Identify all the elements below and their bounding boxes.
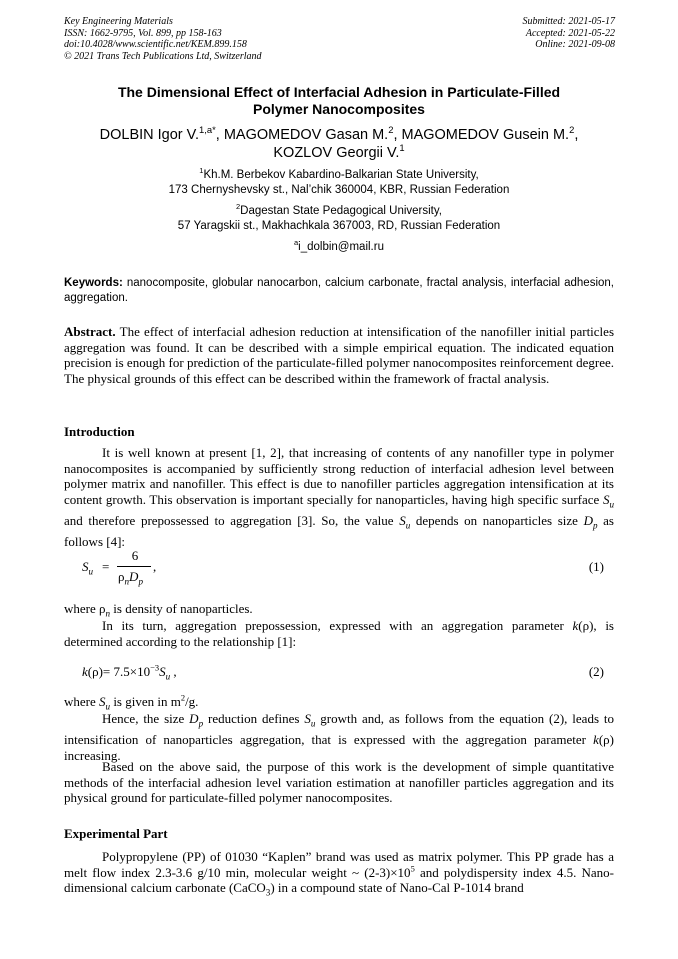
accepted-date: Accepted: 2021-05-22 bbox=[525, 27, 615, 39]
intro-p3-text-d: (ρ) increasing. bbox=[64, 732, 614, 763]
keywords-label: Keywords: bbox=[64, 277, 123, 289]
intro-p1-text-d: as follows [4]: bbox=[64, 512, 614, 550]
affiliation-2 bbox=[64, 204, 614, 234]
var-D: D bbox=[189, 711, 199, 726]
author-3-comma: , bbox=[574, 127, 579, 143]
paper-title bbox=[64, 84, 614, 118]
journal-name: Key Engineering Materials bbox=[64, 16, 173, 27]
affiliation-1-sup: 1 bbox=[199, 166, 204, 176]
intro-paragraph-2 bbox=[64, 618, 614, 649]
introduction-heading: Introduction bbox=[64, 424, 135, 439]
var-k: k bbox=[593, 732, 599, 748]
corresponding-email bbox=[64, 240, 614, 255]
author-4: KOZLOV Georgii V. bbox=[273, 145, 400, 161]
intro-p2-text-a: In its turn, aggregation prepossession, expressed with an aggregation parameter bbox=[102, 618, 573, 633]
var-S: S bbox=[99, 694, 106, 709]
submitted-date: Submitted: 2021-05-17 bbox=[522, 16, 615, 27]
exp-p1-text-c: ) in a compound state of Nano-Cal P-1014 brand bbox=[270, 880, 524, 896]
affiliation-1-line-1: Kh.M. Berbekov Kabardino-Balkarian State University, bbox=[203, 169, 479, 181]
eq1-numerator: 6 bbox=[131, 548, 139, 563]
eq2-comma: , bbox=[170, 664, 177, 679]
title-line-1: The Dimensional Effect of Interfacial Adhesion in Particulate-Filled bbox=[117, 84, 561, 100]
abstract-label: Abstract. bbox=[64, 324, 116, 339]
affiliation-2-line-1: Dagestan State Pedagogical University, bbox=[240, 205, 442, 217]
eq1-fraction-bar bbox=[117, 566, 151, 567]
intro-paragraph-3 bbox=[64, 711, 614, 763]
eq1-den-D-sub: p bbox=[138, 576, 143, 587]
equation-2-number: (2) bbox=[588, 664, 604, 679]
var-D-sub: p bbox=[198, 718, 204, 729]
author-4-sup: 1 bbox=[399, 142, 405, 154]
keywords-text: nanocomposite, globular nanocarbon, calcium carbonate, fractal analysis, interfacial adhesion, aggregation. bbox=[64, 277, 614, 304]
eq1-den-rho-sub: n bbox=[124, 576, 130, 587]
journal-issn: ISSN: 1662-9795, Vol. 899, pp 158-163 bbox=[64, 27, 222, 39]
affiliation-2-sup: 2 bbox=[236, 202, 241, 212]
var-S-sub: u bbox=[310, 718, 316, 729]
eq1-lhs-sub: u bbox=[88, 566, 94, 577]
author-2: , MAGOMEDOV Gasan M. bbox=[215, 127, 389, 143]
var-S: S bbox=[399, 512, 406, 528]
var-D: D bbox=[583, 512, 593, 528]
author-1: DOLBIN Igor V. bbox=[99, 127, 200, 143]
title-line-2: Polymer Nanocomposites bbox=[253, 101, 425, 117]
after-eq2-sup: 2 bbox=[180, 692, 186, 703]
eq2-k: k bbox=[82, 664, 88, 679]
author-3: , MAGOMEDOV Gusein M. bbox=[393, 127, 570, 143]
affiliation-1 bbox=[64, 168, 614, 198]
email-address[interactable]: i_dolbin@mail.ru bbox=[298, 241, 384, 253]
journal-info bbox=[64, 16, 262, 62]
var-S: S bbox=[602, 491, 610, 507]
equation-1-number: (1) bbox=[588, 559, 604, 574]
after-eq1-text-a: where ρ bbox=[64, 601, 106, 616]
intro-p3-text-b: reduction defines bbox=[203, 711, 305, 726]
exp-p1-sub: 3 bbox=[265, 887, 271, 898]
intro-p2-text-b: (ρ), is determined according to the relationship [1]: bbox=[64, 618, 614, 649]
intro-p1-text-a: It is well known at present [1, 2], that increasing of contents of any nanofiller type in polymer nanocomposites is accompanied by sufficiently strong reduction of interfacial adhesion level between polymer matrix and nanofiller. This effect is due to nanofiller particles aggregation intensification at its content growth. This observation is important specially for nanoparticles, having high specific surface bbox=[64, 445, 614, 507]
online-date: Online: 2021-09-08 bbox=[535, 39, 615, 50]
eq2-mid: (ρ)= 7.5×10 bbox=[87, 664, 151, 679]
author-1-sup: 1,a* bbox=[199, 124, 216, 136]
intro-paragraph-4 bbox=[64, 759, 614, 806]
after-eq2-text-c: /g. bbox=[185, 694, 199, 709]
var-k: k bbox=[572, 618, 579, 633]
affiliation-1-line-2: 173 Chernyshevsky st., Nal’chik 360004, KBR, Russian Federation bbox=[168, 184, 510, 196]
intro-p4-text: Based on the above said, the purpose of this work is the development of simple quantitative methods of the interfacial adhesion level variation estimation at nanofiller particles aggregation and its physical ground for particulate-filled polymer nanocomposites. bbox=[64, 759, 614, 806]
eq1-comma: , bbox=[153, 559, 157, 574]
experimental-heading: Experimental Part bbox=[64, 826, 168, 841]
author-2-sup: 2 bbox=[388, 124, 394, 136]
experimental-paragraph-1 bbox=[64, 849, 614, 901]
eq1-den-rho: ρ bbox=[118, 569, 125, 584]
after-eq1-sub: n bbox=[105, 608, 111, 619]
eq2-exponent: −3 bbox=[150, 662, 160, 673]
abstract-text: The effect of interfacial adhesion reduction at intensification of the nanofiller initial particles aggregation was found. It can be described with a simple empirical equation. The indicated equation precision is enough for prediction of the particulate-filled polymer nanocomposites reinforcement degree. The physical grounds of this effect can be described within the framework of fractal analysis. bbox=[64, 324, 614, 386]
intro-p1-text-c: depends on nanoparticles size bbox=[410, 512, 584, 528]
var-S-sub: u bbox=[105, 701, 111, 712]
var-D-sub: p bbox=[592, 520, 598, 531]
var-S: S bbox=[304, 711, 311, 726]
var-S-sub: u bbox=[405, 520, 411, 531]
exp-p1-text-a: Polypropylene (PP) of 01030 “Kaplen” brand was used as matrix polymer. This PP grade has a melt flow index 2.3-3.6 g/10 min, molecular weight ~ (2-3)×10 bbox=[64, 849, 614, 880]
email-sup: a bbox=[294, 238, 299, 248]
eq2-S: S bbox=[159, 664, 166, 679]
author-list bbox=[64, 126, 614, 162]
journal-doi: doi:10.4028/www.scientific.net/KEM.899.158 bbox=[64, 39, 247, 50]
eq1-den-D: D bbox=[129, 569, 139, 584]
affiliation-2-line-2: 57 Yaragskii st., Makhachkala 367003, RD, Russian Federation bbox=[177, 220, 501, 232]
equation-1 bbox=[64, 548, 614, 590]
after-eq1-text-b: is density of nanoparticles. bbox=[110, 601, 253, 616]
intro-p3-text-a: Hence, the size bbox=[102, 711, 190, 726]
abstract bbox=[64, 324, 614, 386]
intro-p1-text-b: and therefore prepossessed to aggregation [3]. So, the value bbox=[64, 512, 400, 528]
journal-copyright: © 2021 Trans Tech Publications Ltd, Switzerland bbox=[64, 50, 262, 62]
exp-p1-sup: 5 bbox=[410, 863, 415, 874]
var-S-sub: u bbox=[609, 499, 614, 510]
after-eq2-text-b: is given in m bbox=[110, 694, 181, 709]
author-3-sup: 2 bbox=[569, 124, 575, 136]
after-eq2-text-a: where bbox=[64, 694, 100, 709]
eq1-lhs: S bbox=[82, 559, 89, 574]
eq1-equals: = bbox=[102, 559, 110, 574]
intro-paragraph-1 bbox=[64, 445, 614, 550]
eq2-S-sub: u bbox=[165, 671, 171, 682]
exp-p1-text-b: and polydispersity index 4.5. Nano-dimensional calcium carbonate (CaCO bbox=[64, 864, 614, 896]
keywords bbox=[64, 276, 614, 306]
equation-2 bbox=[64, 664, 614, 682]
dates-info bbox=[523, 16, 616, 51]
intro-p3-text-c: growth and, as follows from the equation (2), leads to intensification of nanoparticles aggregation, that is expressed with the aggregation parameter bbox=[64, 711, 614, 748]
